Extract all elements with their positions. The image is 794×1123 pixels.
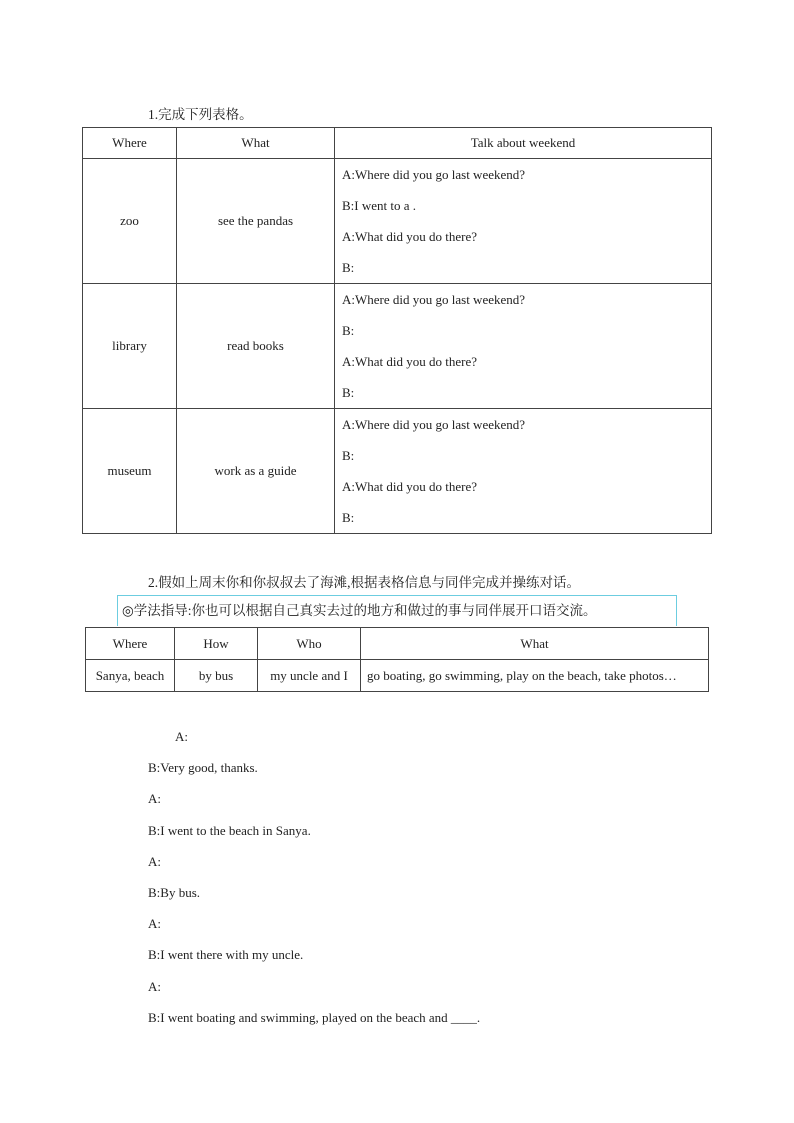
table-header-row [86,628,709,660]
cell-who: my uncle and I [258,660,361,692]
table-row [86,660,709,692]
dialog-line: A:Where did you go last weekend? [342,417,526,432]
dialog-line: B: [342,510,355,525]
dialog-line: A:What did you do there? [342,479,478,494]
table-row [83,409,712,534]
dialog-line: B: [342,448,355,463]
dialog-line: B: [342,385,355,400]
dialog-line: B: [342,323,355,338]
cell-where: zoo [83,159,177,284]
header-where: Where [83,128,177,159]
weekend-table [82,127,712,534]
dialog-line: A: [148,854,161,869]
table-header-row [83,128,712,159]
dialog-line: A:What did you do there? [342,354,478,369]
study-tip-box: ◎学法指导:你也可以根据自己真实去过的地方和做过的事与同伴展开口语交流。 [117,595,677,626]
table-row [83,159,712,284]
dialog-line: A: [148,916,161,931]
cell-what: see the pandas [177,159,335,284]
cell-where: museum [83,409,177,534]
section2-heading: 2.假如上周末你和你叔叔去了海滩,根据表格信息与同伴完成并操练对话。 [148,575,580,590]
table-row [83,284,712,409]
header-how: How [175,628,258,660]
dialog-line: B:Very good, thanks. [148,760,258,775]
cell-dialog [335,284,712,409]
dialog-line: A:What did you do there? [342,229,478,244]
dialog-line: B:By bus. [148,885,201,900]
cell-dialog [335,159,712,284]
beach-info-table [85,627,709,692]
cell-how: by bus [175,660,258,692]
header-what: What [177,128,335,159]
header-what: What [361,628,709,660]
dialog-line: A: [175,729,188,744]
dialog-line: B:I went to a . [342,198,417,213]
header-who: Who [258,628,361,660]
cell-what: work as a guide [177,409,335,534]
cell-where: library [83,284,177,409]
cell-what: read books [177,284,335,409]
cell-where: Sanya, beach [86,660,175,692]
dialog-line: B:I went there with my uncle. [148,947,304,962]
dialog-line: B:I went boating and swimming, played on the beach and ____. [148,1010,481,1025]
dialog-line: B:I went to the beach in Sanya. [148,823,311,838]
cell-what: go boating, go swimming, play on the beach, take photos… [361,660,709,692]
dialog-line: A: [148,791,161,806]
dialog-line: A: [148,979,161,994]
dialog-line: A:Where did you go last weekend? [342,292,526,307]
dialog-line: A:Where did you go last weekend? [342,167,526,182]
header-where: Where [86,628,175,660]
dialog-line: B: [342,260,355,275]
header-talk: Talk about weekend [335,128,712,159]
cell-dialog [335,409,712,534]
section1-heading: 1.完成下列表格。 [148,107,253,122]
